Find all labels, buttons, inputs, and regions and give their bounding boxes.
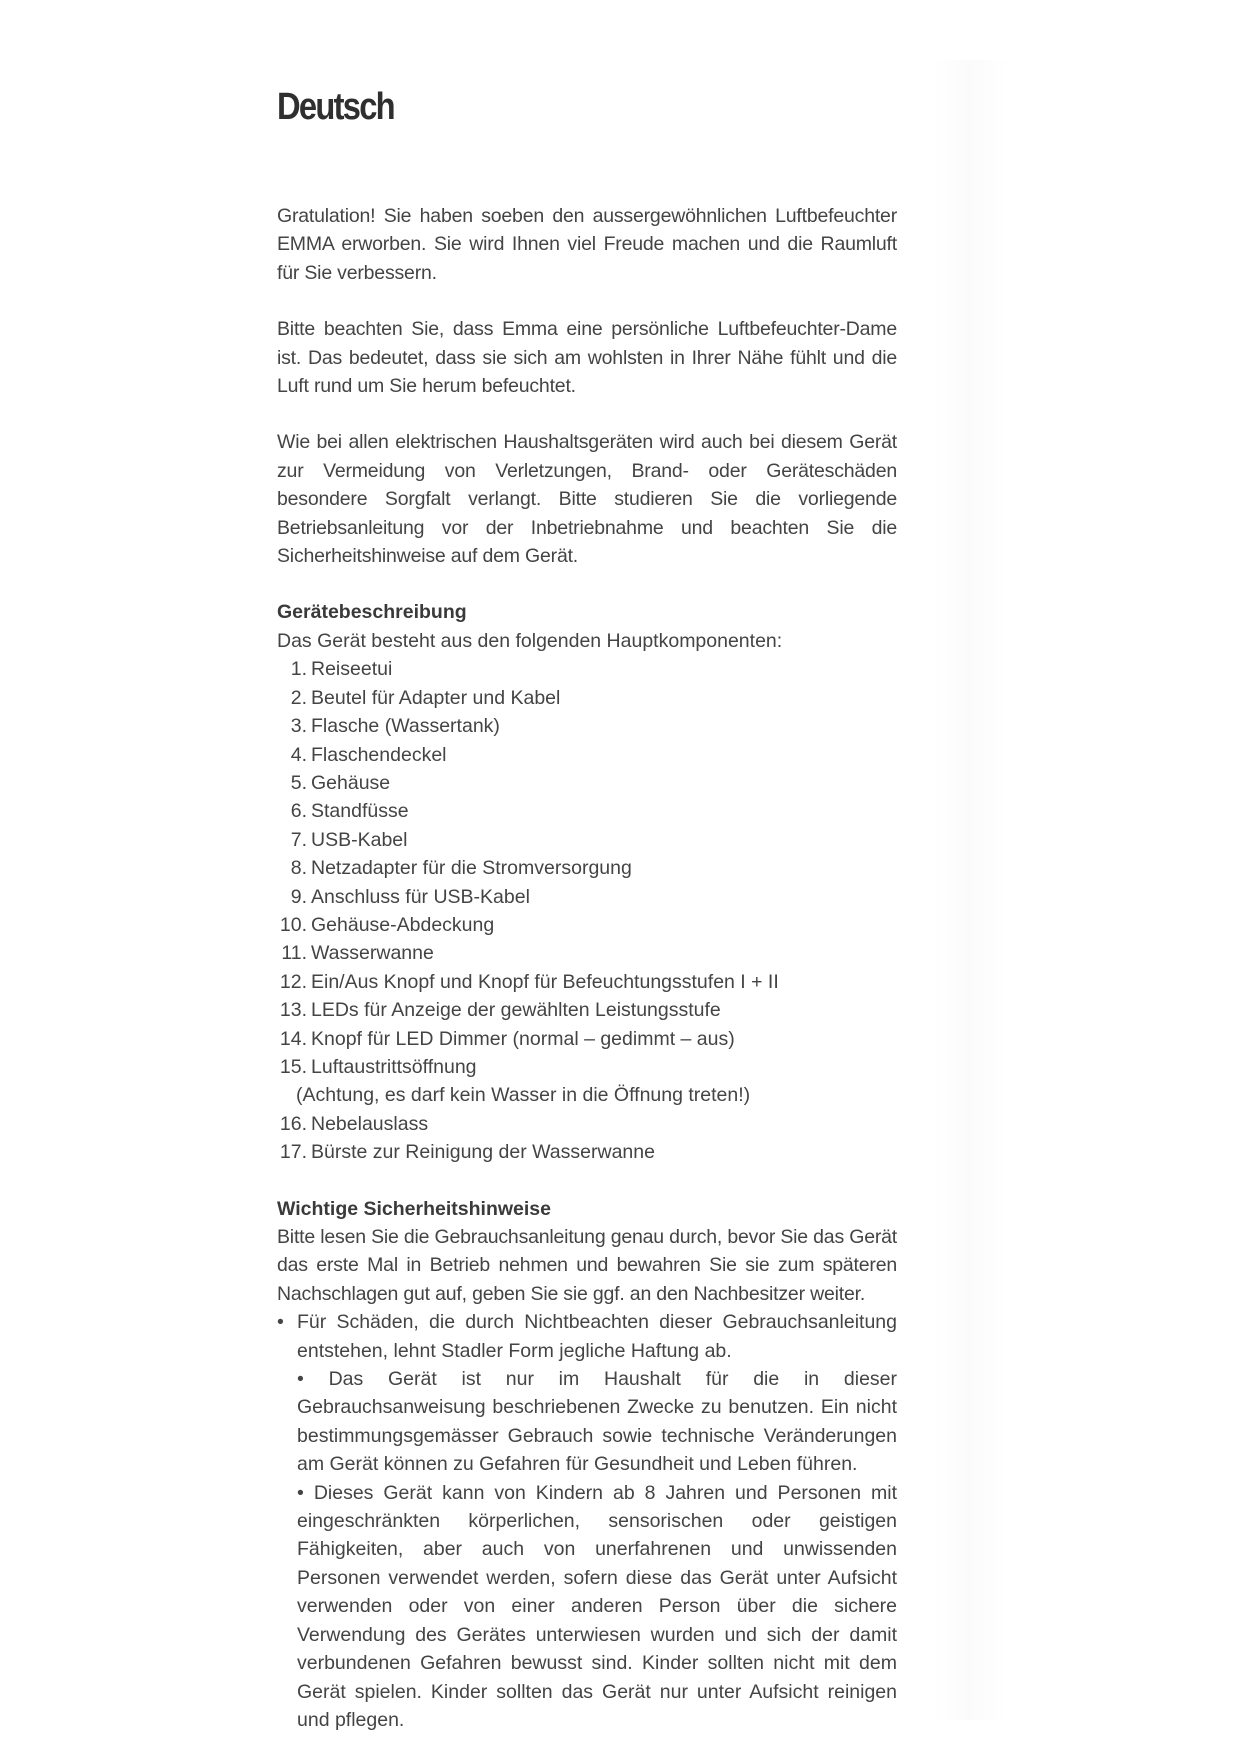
component-item: 8. Netzadapter für die Stromversorgung (290, 857, 632, 880)
intro-paragraph-3: Wie bei allen elektrischen Haushaltsgeräten wird auch bei diesem Gerät zur Vermeidung von Verletzungen, Brand- oder Geräteschäden besondere Sorgfalt verlangt. Bitte studieren Sie die vorliegende Betriebsanleitung vor der Inbetriebnahme und beachten Sie die Sicherheitshinweise auf dem Gerät. (277, 431, 897, 568)
component-item: 15. Luftaustrittsöffnung (Achtung, es darf kein Wasser in die Öffnung treten!) (277, 1053, 897, 1110)
intro-paragraph-2: Bitte beachten Sie, dass Emma eine persönliche Luftbefeuchter-Dame ist. Das bedeutet, dass sie sich am wohlsten in Ihrer Nähe fühlt und die Luft rund um Sie herum befeuchtet. (277, 318, 897, 398)
safety-bullet: • Das Gerät ist nur im Haushalt für die in dieser Gebrauchsanweisung beschriebenen Zwecke zu benutzen. Ein nicht bestimmungsgemässer Gebrauch sowie technische Veränderungen am Gerät können zu Gefahren für Gesundheit und Leben führen. (297, 1368, 897, 1476)
component-item: 13. LEDs für Anzeige der gewählten Leistungsstufe (279, 999, 721, 1022)
component-item: 2. Beutel für Adapter und Kabel (290, 686, 561, 709)
component-item: 17. Bürste zur Reinigung der Wasserwanne (279, 1141, 655, 1164)
safety-bullet: • Für Schäden, die durch Nichtbeachten dieser Gebrauchsanleitung entstehen, lehnt Stadler Form jegliche Haftung ab. (277, 1308, 897, 1365)
component-item: 7. USB-Kabel (290, 828, 408, 851)
component-item: 3. Flasche (Wassertank) (290, 715, 500, 738)
component-item: 16. Nebelauslass (279, 1112, 429, 1135)
component-item: 1. Reiseetui (290, 658, 393, 681)
page-title: Deutsch (277, 86, 394, 128)
component-item: 6. Standfüsse (290, 800, 409, 823)
safety-heading: Wichtige Sicherheitshinweise (277, 1197, 551, 1220)
safety-intro: Bitte lesen Sie die Gebrauchsanleitung genau durch, bevor Sie das Gerät das erste Mal in Betrieb nehmen und bewahren Sie sie zum späteren Nachschlagen gut auf, geben Sie sie ggf. an den Nachbesitzer weiter. (277, 1226, 897, 1305)
component-item: 4. Flaschendeckel (290, 743, 447, 766)
component-item: 9. Anschluss für USB-Kabel (290, 885, 530, 908)
component-item: 5. Gehäuse (290, 771, 391, 794)
component-list (277, 655, 897, 1166)
device-description-section (277, 598, 897, 1166)
intro-paragraph-1: Gratulation! Sie haben soeben den aussergewöhnlichen Luftbefeuchter EMMA erworben. Sie wird Ihnen viel Freude machen und die Raumluft für Sie verbessern. (277, 205, 897, 284)
component-item: 12. Ein/Aus Knopf und Knopf für Befeuchtungsstufen I + II (279, 970, 779, 993)
component-item: 11. Wasserwanne (281, 942, 434, 965)
bullet-icon: • (277, 1311, 284, 1334)
bullet-icon: • (297, 1481, 304, 1504)
bullet-icon: • (297, 1368, 304, 1391)
component-item: 14. Knopf für LED Dimmer (normal – gedimmt – aus) (279, 1027, 735, 1050)
content (277, 202, 897, 1734)
component-note: (Achtung, es darf kein Wasser in die Öffnung treten!) (296, 1084, 751, 1107)
page-shading (930, 60, 1010, 1720)
component-item: 10. Gehäuse-Abdeckung (279, 913, 495, 936)
safety-bullet: • Dieses Gerät kann von Kindern ab 8 Jahren und Personen mit eingeschränkten körperlichen, sensorischen oder geistigen Fähigkeiten, aber auch von unerfahrenen und unwissenden Personen verwendet werden, sofern diese das Gerät unter Aufsicht verwenden oder von einer anderen Person über die sichere Verwendung des Gerätes unterwiesen wurden und sich der damit verbundenen Gefahren bewusst sind. Kinder sollten nicht mit dem Gerät spielen. Kinder sollten das Gerät nur unter Aufsicht reinigen und pflegen. (297, 1481, 898, 1731)
device-description-heading: Gerätebeschreibung (277, 601, 467, 624)
device-description-intro: Das Gerät besteht aus den folgenden Hauptkomponenten: (277, 629, 783, 652)
safety-list (277, 1308, 897, 1734)
safety-section (277, 1195, 897, 1735)
